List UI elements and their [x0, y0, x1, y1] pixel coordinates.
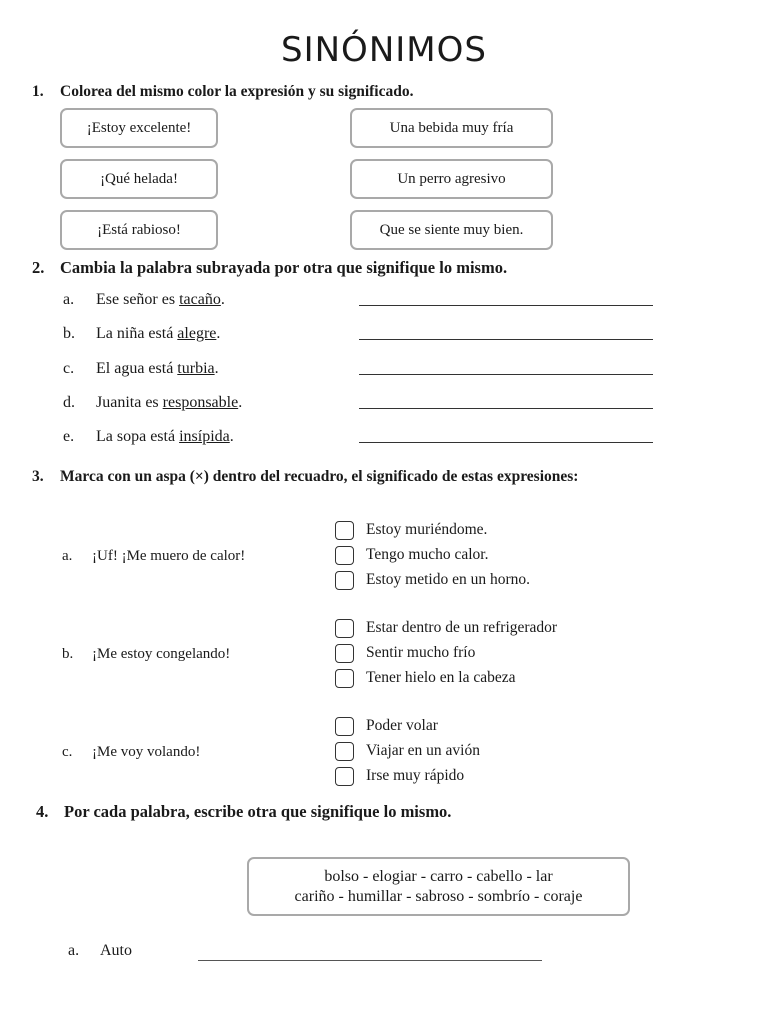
answer-line[interactable] — [359, 442, 653, 443]
page-title: SINÓNIMOS — [281, 30, 487, 70]
section1-instruction: Colorea del mismo color la expresión y su significado. — [60, 83, 414, 100]
option-label: Poder volar — [366, 717, 438, 734]
section3-instruction: Marca con un aspa (×) dentro del recuadro, el significado de estas expresiones: — [60, 468, 579, 485]
answer-line[interactable] — [359, 339, 653, 340]
item-letter: a. — [68, 942, 80, 959]
option-label: Tengo mucho calor. — [366, 546, 489, 563]
section2-number: 2. — [32, 258, 45, 277]
expression-item — [62, 744, 200, 761]
option-checkbox[interactable] — [335, 669, 354, 688]
option-checkbox[interactable] — [335, 521, 354, 540]
option-label: Viajar en un avión — [366, 742, 480, 759]
option-label: Sentir mucho frío — [366, 644, 476, 661]
option-checkbox[interactable] — [335, 717, 354, 736]
answer-line[interactable] — [359, 374, 653, 375]
word-bank-line: bolso - elogiar - carro - cabello - lar — [324, 868, 553, 885]
underlined-word: alegre — [177, 325, 217, 342]
underlined-word: tacaño — [179, 291, 221, 308]
option-label: Irse muy rápido — [366, 767, 465, 784]
option-checkbox[interactable] — [335, 644, 354, 663]
item-letter: e. — [63, 428, 75, 445]
rewrite-item — [63, 394, 663, 416]
expression-box-2[interactable]: ¡Qué helada! — [60, 159, 218, 199]
item-sentence: Ese señor es tacaño. — [96, 291, 225, 308]
item-letter: a. — [62, 548, 73, 564]
rewrite-item — [63, 428, 663, 450]
item-letter: c. — [63, 360, 75, 377]
answer-line[interactable] — [359, 305, 653, 306]
section2-heading — [32, 258, 507, 278]
section4-instruction: Por cada palabra, escribe otra que signifique lo mismo. — [64, 802, 452, 821]
item-letter: d. — [63, 394, 75, 411]
expression-text: ¡Me estoy congelando! — [92, 646, 231, 662]
rewrite-item — [63, 291, 663, 313]
expression-item — [62, 646, 230, 663]
option-label: Tener hielo en la cabeza — [366, 669, 516, 686]
word-bank-line: cariño - humillar - sabroso - sombrío - coraje — [294, 888, 583, 905]
section2-instruction: Cambia la palabra subrayada por otra que signifique lo mismo. — [60, 258, 508, 277]
option-checkbox[interactable] — [335, 546, 354, 565]
item-letter: a. — [63, 291, 75, 308]
section3-number: 3. — [32, 468, 44, 485]
meaning-box-3[interactable]: Que se siente muy bien. — [350, 210, 553, 250]
meaning-box-1[interactable]: Una bebida muy fría — [350, 108, 553, 148]
item-sentence: La sopa está insípida. — [96, 428, 234, 445]
option-label: Estar dentro de un refrigerador — [366, 619, 558, 636]
item-letter: b. — [63, 325, 75, 342]
option-label: Estoy muriéndome. — [366, 521, 488, 538]
meaning-box-2[interactable]: Un perro agresivo — [350, 159, 553, 199]
option-checkbox[interactable] — [335, 767, 354, 786]
item-letter: c. — [62, 744, 73, 760]
section3-heading — [32, 468, 578, 486]
option-checkbox[interactable] — [335, 571, 354, 590]
item-letter: b. — [62, 646, 74, 662]
answer-line[interactable] — [198, 960, 542, 961]
expression-box-3[interactable]: ¡Está rabioso! — [60, 210, 218, 250]
underlined-word: insípida — [179, 428, 230, 445]
expression-text: ¡Uf! ¡Me muero de calor! — [92, 548, 246, 564]
section4-number: 4. — [36, 802, 49, 821]
item-sentence: El agua está turbia. — [96, 360, 219, 377]
item-word: Auto — [100, 942, 132, 959]
expression-text: ¡Me voy volando! — [92, 744, 201, 760]
option-label: Estoy metido en un horno. — [366, 571, 531, 588]
rewrite-item — [63, 325, 663, 347]
item-sentence: Juanita es responsable. — [96, 394, 243, 411]
underlined-word: turbia — [177, 360, 215, 377]
expression-item — [62, 548, 245, 565]
expression-box-1[interactable]: ¡Estoy excelente! — [60, 108, 218, 148]
word-bank — [247, 857, 630, 916]
synonym-item — [68, 942, 568, 966]
section1-number: 1. — [32, 83, 44, 100]
section4-heading — [36, 802, 451, 822]
option-checkbox[interactable] — [335, 742, 354, 761]
underlined-word: responsable — [162, 394, 239, 411]
item-sentence: La niña está alegre. — [96, 325, 221, 342]
rewrite-item — [63, 360, 663, 382]
answer-line[interactable] — [359, 408, 653, 409]
section1-heading — [32, 83, 414, 101]
option-checkbox[interactable] — [335, 619, 354, 638]
